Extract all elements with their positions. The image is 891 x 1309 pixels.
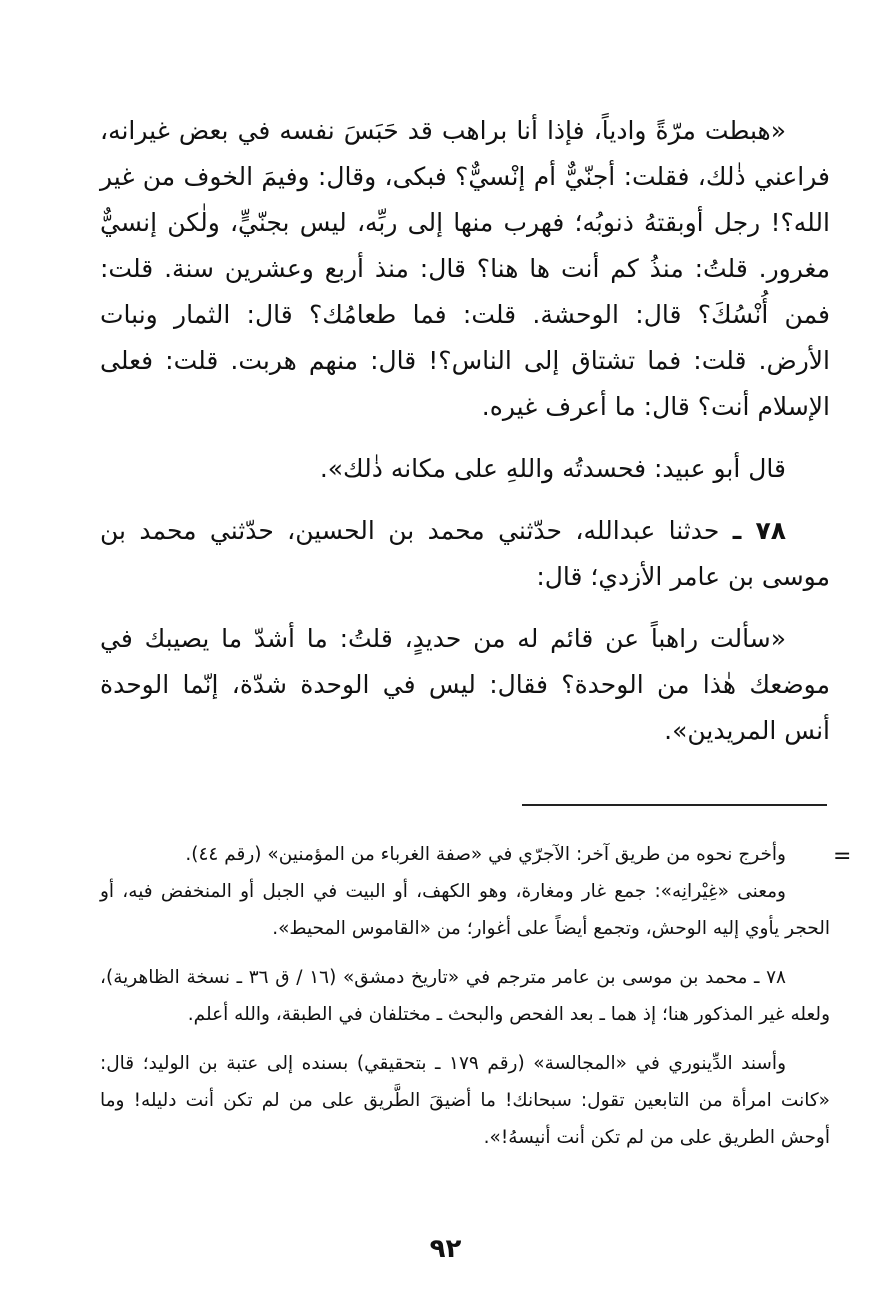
main-text [100,108,830,754]
paragraph-monk-story: «هبطت مرّةً وادياً، فإذا أنا براهب قد حَبَسَ نفسه في بعض غيرانه، فراعني ذٰلك، فقلت: أجنّيٌّ أم إنْسيٌّ؟ فبكى، وقال: وفيمَ الخوف من غير الله؟! رجل أوبقتهُ ذنوبُه؛ فهرب منها إلى ربِّه، ليس بجنّيٍّ، ولٰكن إنسيٌّ مغرور. قلتُ: منذُ كم أنت ها هنا؟ قال: منذ أربع وعشرين سنة. قلت: فمن أُنْسُكَ؟ قال: الوحشة. قلت: فما طعامُك؟ قال: الثمار ونبات الأرض. قلت: فما تشتاق إلى الناس؟! قال: منهم هربت. قلت: فعلى الإسلام أنت؟ قال: ما أعرف غيره. [100,116,830,421]
page-number: ٩٢ [429,1234,462,1264]
footnote-continuation-mark: = [833,844,852,869]
footnote-1: وأخرج نحوه من طريق آخر: الآجرّي في «صفة الغرباء من المؤمنين» (رقم ٤٤). [185,844,786,865]
paragraph-monk-quote: «سألت راهباً عن قائم له من حديدٍ، قلتُ: ما أشدّ ما يصيبك في موضعك هٰذا من الوحدة؟ فقال: ليس في الوحدة شدّة، إنّما الوحدة أنس المريدين». [100,624,830,745]
footnote-2: ومعنى «غِيْرانِه»: جمع غار ومغارة، وهو الكهف، أو البيت في الجبل أو المنخفض فيه، أو الحجر يأوي إليه الوحش، وتجمع أيضاً على أغوار؛ من «القاموس المحيط». [100,881,830,939]
paragraph-hadith-78 [100,508,830,600]
paragraph-abu-ubaid: قال أبو عبيد: فحسدتُه واللهِ على مكانه ذٰلك». [319,454,786,483]
footnotes [100,836,830,1156]
hadith-number: ٧٨ ـ [732,516,786,545]
hadith-chain: حدثنا عبدالله، حدّثني محمد بن الحسين، حدّثني محمد بن موسى بن عامر الأزدي؛ قال: [100,516,830,591]
footnote-separator [522,804,827,806]
footnote-3: ٧٨ ـ محمد بن موسى بن عامر مترجم في «تاريخ دمشق» (١٦ / ق ٣٦ ـ نسخة الظاهرية)، ولعله غير المذكور هنا؛ إذ هما ـ بعد الفحص والبحث ـ مختلفان في الطبقة، والله أعلم. [100,967,830,1025]
footnote-4: وأسند الدِّينوري في «المجالسة» (رقم ١٧٩ ـ بتحقيقي) بسنده إلى عتبة بن الوليد؛ قال: «كانت امرأة من التابعين تقول: سبحانك! ما أضيقَ الطَّريق على من لم تكن أنت دليله! وما أوحش الطريق على من لم تكن أنت أنيسهُ!». [100,1053,830,1148]
